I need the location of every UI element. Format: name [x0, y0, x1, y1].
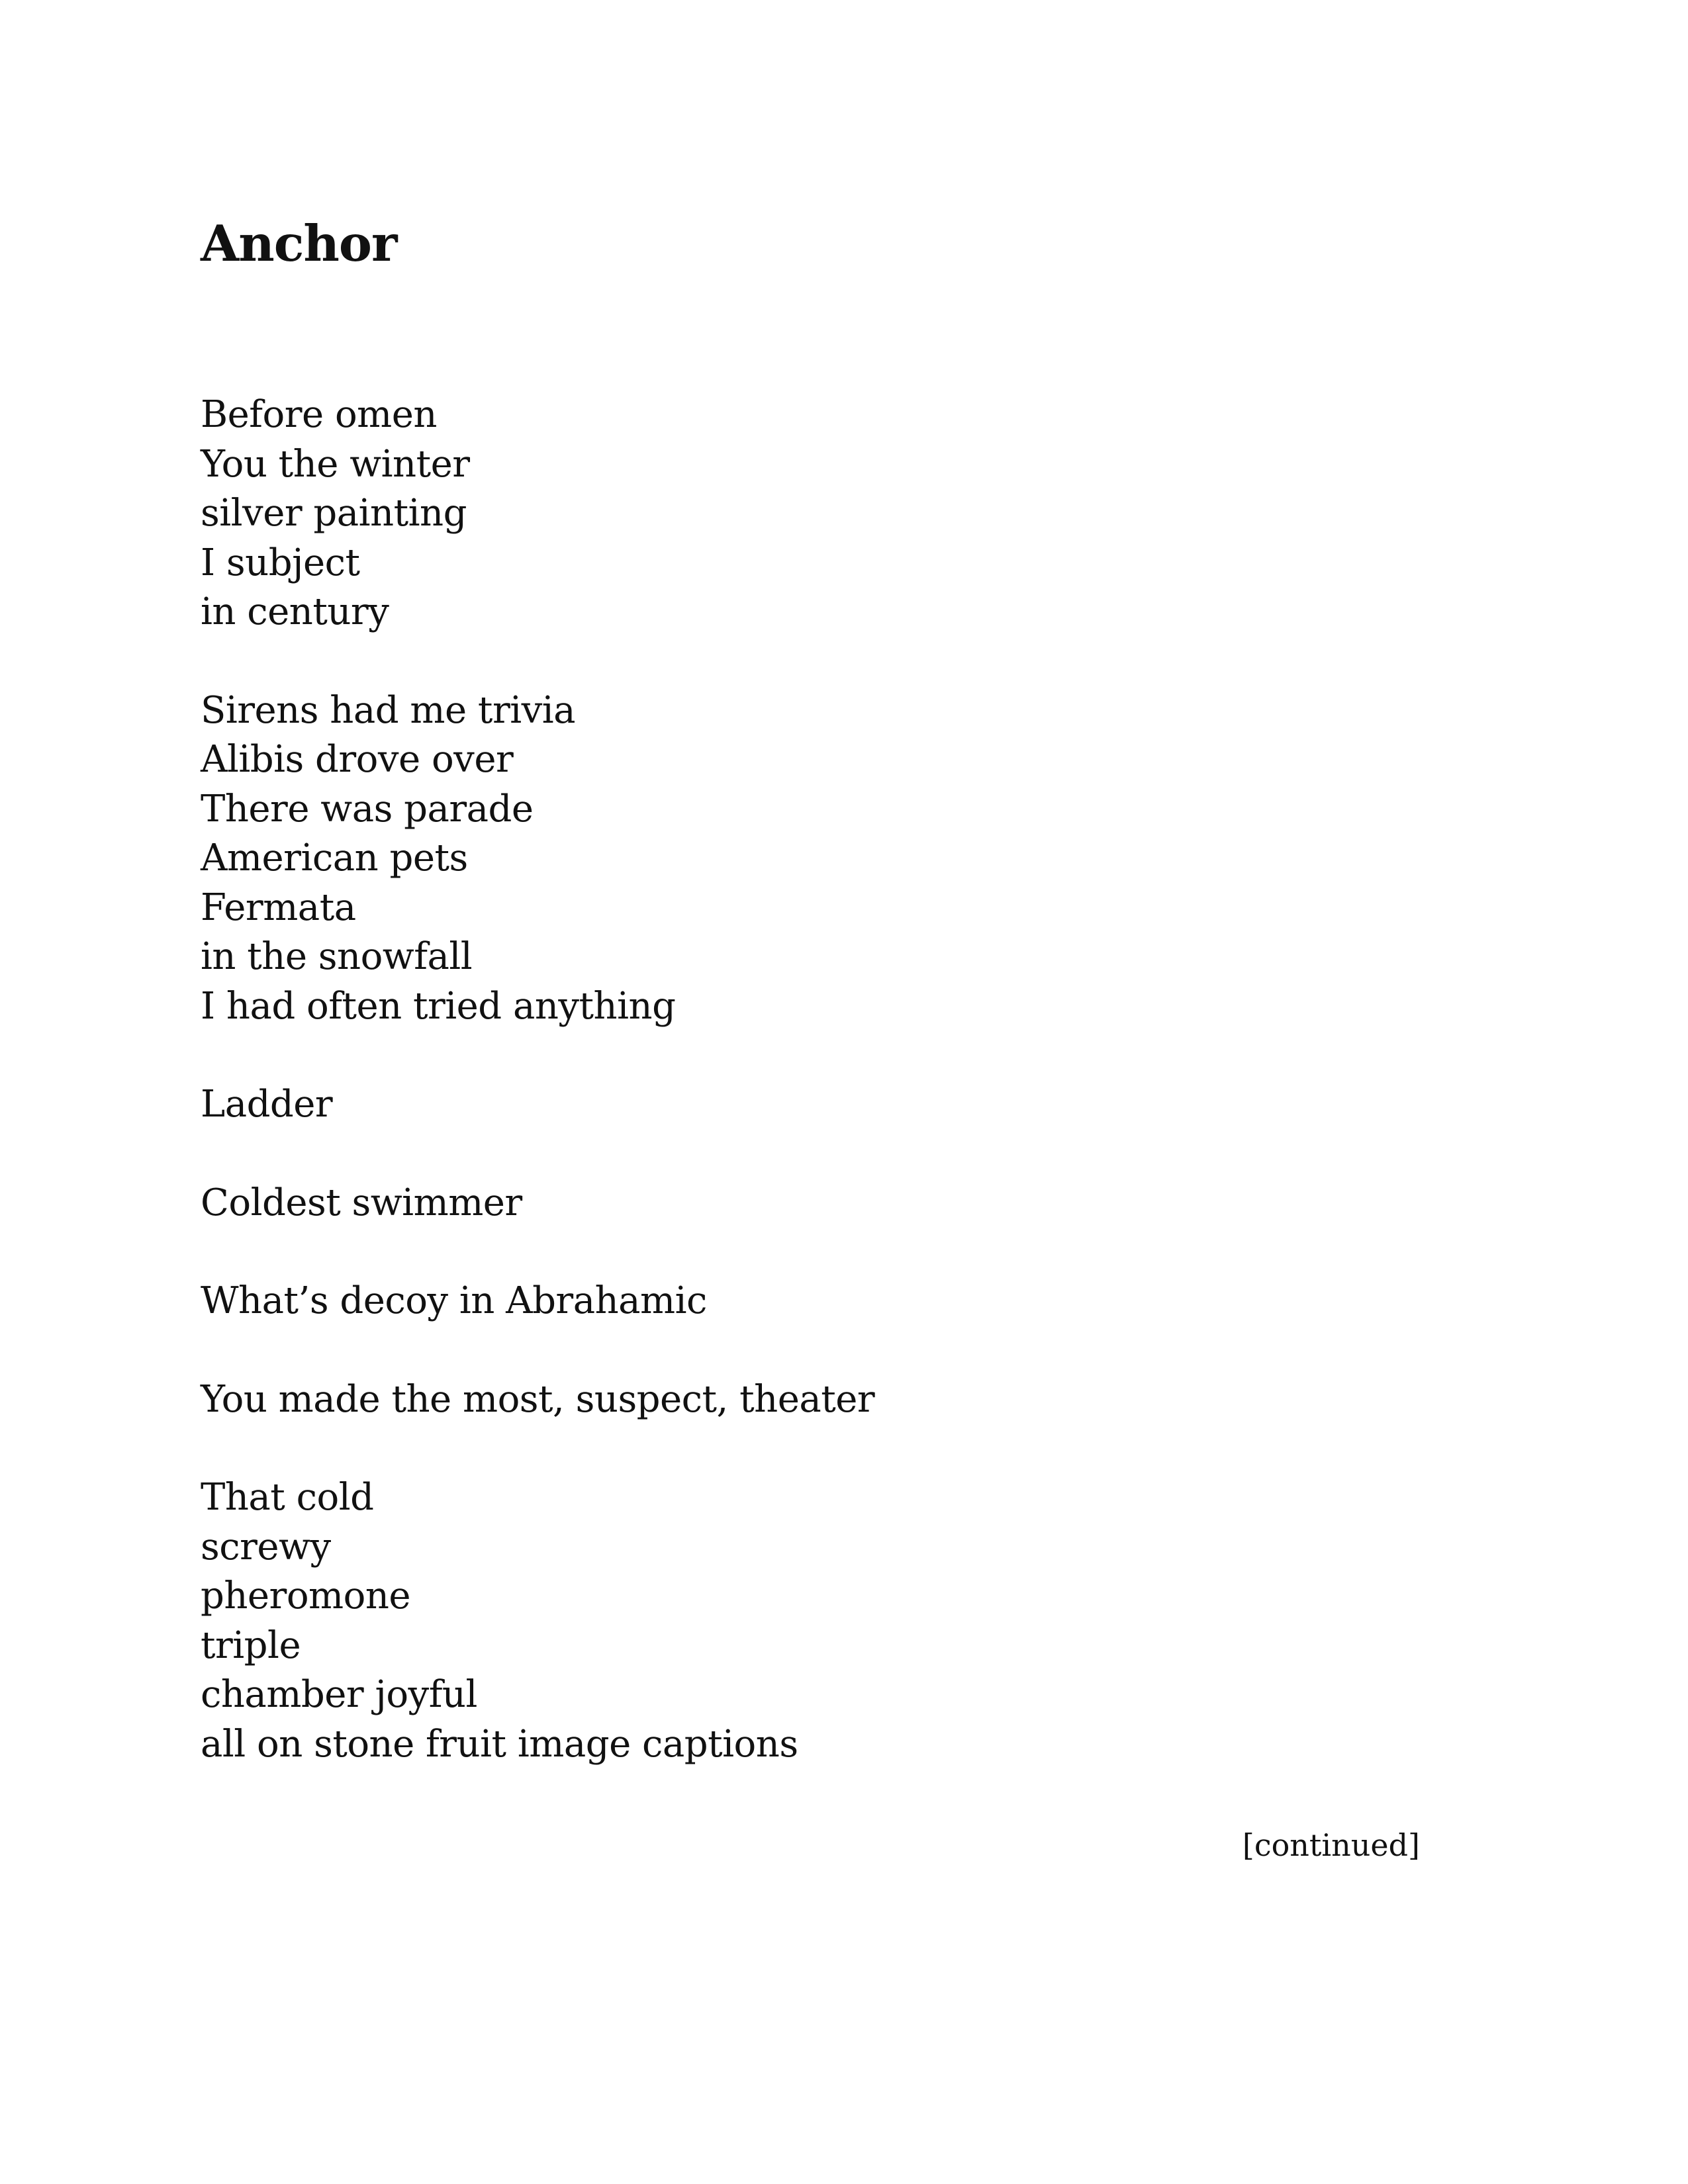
stanza-3 [201, 1080, 1524, 1130]
continued-note: [continued] [1242, 1827, 1420, 1863]
poem-line: chamber joyful [201, 1673, 477, 1716]
stanza-7 [201, 1473, 1524, 1769]
poem-line: What’s decoy in Abrahamic [201, 1279, 707, 1322]
poem-line: Ladder [201, 1083, 333, 1126]
poem-line: Coldest swimmer [201, 1181, 522, 1224]
poem-line: There was parade [201, 787, 534, 831]
poem-line: You made the most, suspect, theater [201, 1377, 875, 1421]
poem-line: I had often tried anything [201, 984, 676, 1028]
poem-line: Sirens had me trivia [201, 688, 576, 732]
poem-line: You the winter [201, 442, 470, 486]
poem-line: triple [201, 1623, 301, 1667]
poem-line: all on stone fruit image captions [201, 1722, 798, 1766]
poem-line: American pets [201, 837, 468, 880]
poem-line: I subject [201, 541, 360, 584]
poem-line: pheromone [201, 1574, 411, 1617]
poem-body [201, 390, 1524, 1818]
poem-line: Alibis drove over [201, 738, 514, 781]
poem-line: Fermata [201, 886, 356, 929]
stanza-6 [201, 1375, 1524, 1425]
poem-title: Anchor [201, 214, 397, 273]
poem-line: silver painting [201, 492, 467, 535]
stanza-1 [201, 390, 1524, 637]
poem-line: in century [201, 590, 389, 633]
stanza-5 [201, 1277, 1524, 1326]
poem-line: screwy [201, 1525, 331, 1569]
stanza-4 [201, 1179, 1524, 1228]
poem-line: That cold [201, 1476, 374, 1519]
stanza-2 [201, 686, 1524, 1032]
poem-line: Before omen [201, 393, 437, 436]
poem-line: in the snowfall [201, 935, 473, 978]
